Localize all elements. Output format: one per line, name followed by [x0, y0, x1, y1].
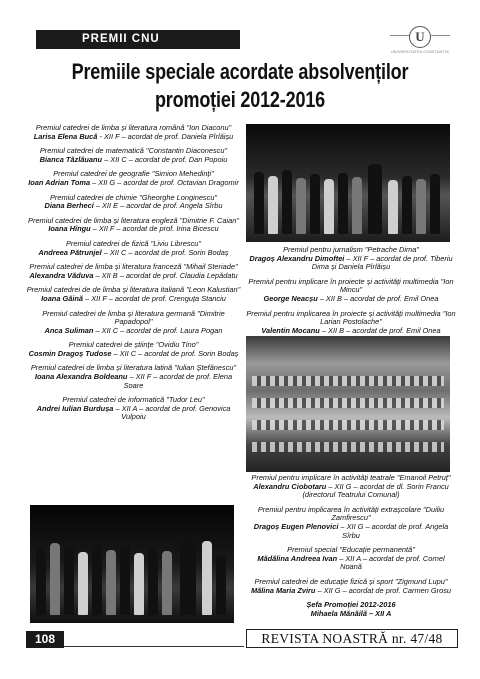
award-item — [26, 341, 241, 358]
award-winner: Larisa Elena Bucă — [33, 131, 98, 141]
photo-figure — [368, 164, 382, 234]
award-details: – XII G – acordat de prof. Octavian Dragomir — [90, 177, 239, 187]
footer-divider — [64, 646, 244, 647]
award-details: – XII G – acordat de dl. Sorin Francu (directorul Teatrului Comunal) — [302, 481, 449, 500]
award-winner: Ioana Alexandra Boldeanu — [34, 372, 128, 382]
award-winner: Anca Suliman — [44, 325, 94, 335]
photo-figure — [402, 176, 412, 234]
sefa-name: Mihaela Mănăilă – XII A — [310, 608, 392, 618]
audience-hall-photo — [246, 336, 450, 472]
award-title: Premiul catedrei de de limba și literatura italiană "Leon Kalustian" — [26, 285, 241, 295]
award-title: Premiul pentru jurnalism "Petrache Dima" — [283, 245, 419, 254]
photo-figure — [310, 174, 320, 234]
award-details: – XII C – acordat de prof. Dan Popoiu — [102, 154, 228, 164]
photo-figure — [162, 551, 172, 615]
magazine-name: REVISTA NOASTRĂ nr. 47/48 — [246, 629, 458, 648]
graduates-ceremony-photo — [30, 505, 234, 623]
award-item — [246, 546, 456, 572]
award-title: Premiul special "Educație permanentă" — [287, 545, 415, 555]
award-winner: Cosmin Dragoș Tudose — [28, 348, 112, 358]
award-title: Premiul pentru implicare în activități teatrale "Emanoil Petruț" — [251, 473, 451, 482]
award-item — [26, 240, 241, 257]
photo-figure — [338, 173, 348, 234]
award-details: – XII F – acordat de prof. Crenguța Stanciu — [83, 293, 226, 303]
award-title: Premiul pentru implicarea în proiecte și activități multimedia "Ion Larian Postolache" — [246, 308, 456, 327]
photo-figure — [120, 546, 130, 615]
photo-figure — [416, 179, 426, 234]
logo-wing-right — [430, 35, 450, 36]
award-title: Premiul pentru implicare în proiecte și activități multimedia "Ion Mincu" — [248, 276, 454, 295]
photo-figure — [78, 552, 88, 615]
school-logo — [390, 26, 450, 58]
award-title: Premiul catedrei de fizică "Liviu Librescu" — [65, 238, 202, 248]
award-item — [26, 147, 241, 164]
photo-figure — [36, 549, 46, 615]
award-details: – XII B – acordat de prof. Claudia Lepădatu — [93, 270, 238, 280]
awards-column-right-bottom — [246, 474, 456, 624]
award-item — [26, 364, 241, 390]
photo-figure — [134, 553, 144, 615]
section-header: PREMII CNU — [36, 30, 240, 49]
page-title — [64, 58, 416, 114]
award-winner: Dragoș Eugen Plenovici — [253, 521, 339, 531]
award-winner: Alexandra Văduva — [29, 270, 94, 280]
award-winner: Mădălina Andreea Ivan — [257, 553, 338, 563]
photo-audience-row — [252, 398, 444, 408]
sefa-promotiei — [246, 601, 456, 618]
photo-figure — [50, 543, 60, 615]
award-details: – XII F – acordat de prof. Tiberiu Dima și Daniela Pîrlăișu — [311, 253, 453, 272]
page-number: 108 — [26, 631, 64, 648]
award-winner: Diana Berheci — [44, 201, 94, 211]
award-title: Premiul catedrei de științe "Ovidiu Tino" — [68, 340, 199, 350]
award-item — [26, 310, 241, 336]
award-winner: Valentin Mocanu — [261, 325, 320, 335]
sefa-label: Șefa Promoției 2012-2016 — [306, 600, 396, 610]
photo-figure — [64, 547, 74, 615]
award-title: Premiul catedrei de limba și literatura franceză "Mihail Steriade" — [29, 262, 238, 272]
award-winner: Mălina Maria Zviru — [250, 585, 316, 595]
award-details: – XII B – acordat de prof. Emil Onea — [317, 293, 439, 303]
logo-emblem: U — [409, 26, 431, 48]
award-winner: Ioana Hîngu — [48, 224, 91, 234]
photo-figure — [388, 180, 398, 234]
award-title: Premiul catedrei de limba și literatura germană "Dimitrie Papadopol" — [42, 308, 225, 327]
award-winner: Andreea Pătrunjel — [38, 247, 102, 257]
photo-figure — [216, 555, 226, 615]
award-title: Premiul catedrei de limba și literatura engleză "Dimitrie F. Caian" — [28, 215, 239, 225]
award-item — [246, 278, 456, 304]
photo-figure — [180, 535, 196, 615]
award-details: – XII G – acordat de prof. Carmen Grosu — [315, 585, 452, 595]
award-item — [246, 246, 456, 272]
award-winner: Bianca Tăzlăuanu — [39, 154, 103, 164]
photo-figure — [92, 545, 102, 615]
title-line-2: promoției 2012-2016 — [154, 87, 326, 112]
award-item — [26, 194, 241, 211]
photo-figure — [268, 176, 278, 234]
award-details: – XII C – acordat de prof. Sorin Bodaș — [111, 348, 239, 358]
photo-audience-row — [252, 442, 444, 452]
award-details: - XII F – acordat de prof. Daniela Pîrlăișu — [97, 131, 234, 141]
award-item — [246, 578, 456, 595]
award-title: Premiul catedrei de chimie "Gheorghe Longinescu" — [49, 192, 218, 202]
award-winner: Ioan Adrian Toma — [28, 177, 91, 187]
award-item — [246, 506, 456, 540]
award-details: – XII C – acordat de prof. Sorin Bodaș — [101, 247, 229, 257]
graduates-stage-photo — [246, 124, 450, 242]
logo-wing-left — [390, 35, 410, 36]
award-item — [26, 396, 241, 422]
photo-audience-row — [252, 420, 444, 430]
award-winner: Alexandru Ciobotaru — [253, 481, 327, 491]
award-winner: Ioana Găină — [41, 293, 84, 303]
photo-figure — [352, 177, 362, 234]
photo-audience-row — [252, 376, 444, 386]
photo-figure — [148, 548, 158, 615]
award-details: – XII C – acordat de prof. Laura Pogan — [93, 325, 223, 335]
award-title: Premiul pentru implicarea în activități extrașcolare "Duiliu Zamfirescu" — [257, 504, 445, 523]
award-item — [26, 286, 241, 303]
photo-figure — [296, 178, 306, 234]
award-title: Premiul catedrei de educație fizică și sport "Zigmund Lupu" — [254, 576, 448, 586]
award-title: Premiul catedrei de informatică "Tudor Leu" — [62, 395, 205, 405]
award-details: – XII B – acordat de prof. Emil Onea — [319, 325, 441, 335]
award-winner: Andrei Iulian Burdușa — [36, 403, 114, 413]
awards-column-left — [26, 124, 241, 428]
title-line-1: Premiile speciale acordate absolvenților — [71, 59, 409, 84]
award-winner: George Neacșu — [263, 293, 318, 303]
photo-figure — [254, 172, 264, 234]
award-item — [246, 310, 456, 336]
photo-figure — [106, 550, 116, 615]
award-details: – XII G – acordat de prof. Angela Sîrbu — [338, 521, 449, 540]
award-title: Premiul catedrei de geografie "Simion Mehedinți" — [53, 169, 214, 179]
awards-column-right-top — [246, 246, 456, 341]
award-item — [26, 124, 241, 141]
photo-figure — [324, 179, 334, 234]
award-details: – XII A – acordat de prof. Genovica Vulpoiu — [113, 403, 231, 422]
award-details: – XII E – acordat de prof. Angela Sîrbu — [93, 201, 223, 211]
award-item — [26, 263, 241, 280]
photo-figure — [430, 174, 440, 234]
photo-figure — [282, 170, 292, 234]
photo-figure — [202, 541, 212, 615]
award-details: – XII F – acordat de prof. Irina Bicescu — [90, 224, 219, 234]
award-title: Premiul catedrei de limba și literatura latină "Iulian Ștefănescu" — [30, 363, 237, 373]
award-item — [26, 170, 241, 187]
award-winner: Dragoș Alexandru Dimoftei — [249, 253, 345, 263]
award-item — [26, 217, 241, 234]
award-details: – XII F – acordat de prof. Elena Soare — [123, 372, 233, 390]
award-item — [246, 474, 456, 500]
award-details: – XII A – acordat de prof. Cornel Noană — [337, 553, 445, 572]
award-title: Premiul catedrei de matematică "Constantin Diaconescu" — [39, 146, 228, 156]
award-title: Premiul catedrei de limba și literatura română "Ion Diaconu" — [35, 123, 232, 132]
logo-text: UNIVERSITATEA CONSTANTIN — [391, 50, 449, 54]
